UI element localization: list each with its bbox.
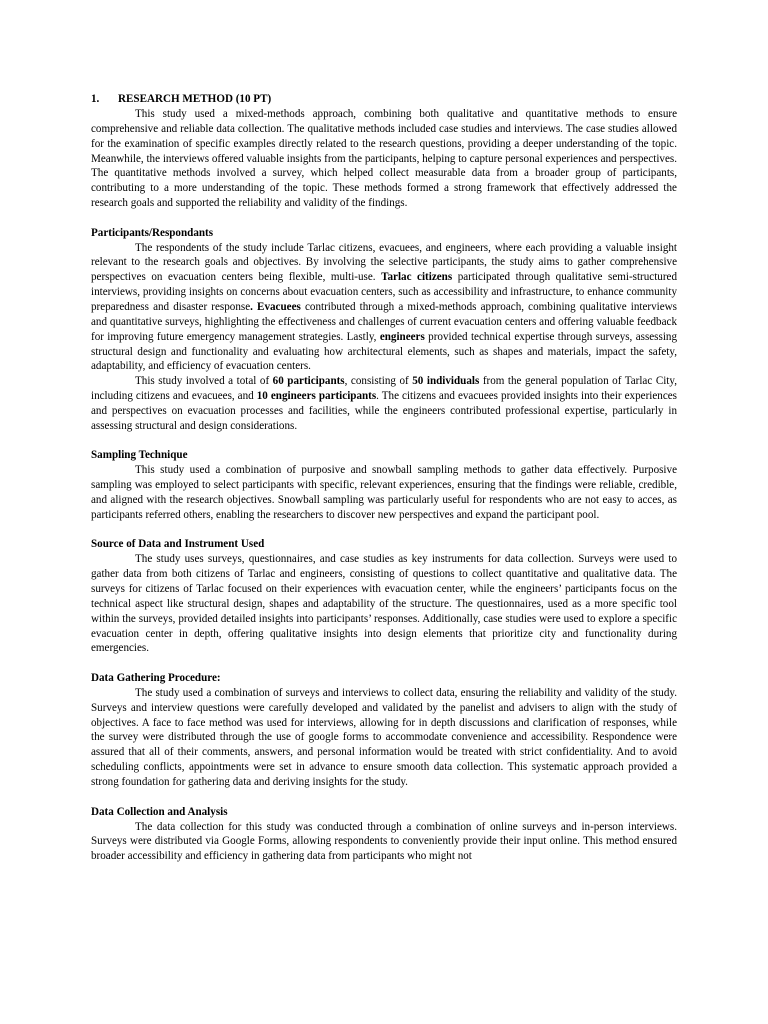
source-paragraph: The study uses surveys, questionnaires, and case studies as key instruments for data collection. Surveys were used to gather data from both citizens of Tarlac and engineers, consisting of questions to collect quantitative and qualitative data. The surveys for citizens of Tarlac focused on their experiences with evacuation center, while the engineers’ participants focus on the technical aspect like structural design, shapes and adaptability of the structure. The questionnaires, used as a more specific tool within the surveys, provided detailed insights into participants’ responses. Additionally, case studies were used to explore a specific evacuation center in depth, offering qualitative insights into design elements that prioritize city and functionality during emergencies. — [91, 553, 677, 655]
section-number: 1. — [91, 93, 100, 105]
intro-paragraph: This study used a mixed-methods approach, combining both qualitative and quantitative methods to ensure comprehensive and reliable data collection. The qualitative methods included case studies and interviews. The case studies allowed for the examination of specific examples directly related to the research questions, providing a deeper understanding of the topic. Meanwhile, the interviews offered valuable insights from the participants, helping to capture personal experiences and perspectives. The quantitative methods involved a survey, which helped collect measurable data from a broader group of participants, contributing to a more understanding of the topic. These methods formed a strong framework that effectively addressed the research goals and supported the reliability and validity of the findings. — [91, 108, 677, 210]
spacer — [91, 434, 677, 449]
participants-paragraph-1 — [91, 241, 677, 375]
sampling-heading: Sampling Technique — [91, 449, 188, 462]
gathering-heading: Data Gathering Procedure: — [91, 672, 221, 685]
bold-run: engineers — [379, 330, 425, 343]
participants-heading: Participants/Respondants — [91, 226, 214, 239]
participants-paragraph-2 — [91, 374, 677, 433]
spacer — [91, 790, 677, 805]
document-page — [91, 92, 677, 864]
bold-run: 50 individuals — [412, 375, 480, 388]
source-section — [91, 537, 677, 656]
spacer — [91, 656, 677, 671]
spacer — [91, 211, 677, 226]
sampling-paragraph: This study used a combination of purposive and snowball sampling methods to gather data effectively. Purposive sampling was employed to select participants with specific, relevant experiences, ensuring that the findings were reliable, credible, and aligned with the research objectives. Snowball sampling was particularly useful for respondents who are not easy to acces, as participants referred others, enabling the researchers to discover new perspectives and expand the participant pool. — [91, 464, 677, 521]
section-title — [91, 92, 677, 107]
gathering-section — [91, 671, 677, 790]
sampling-section — [91, 448, 677, 522]
bold-run: . Evacuees — [250, 300, 301, 313]
participants-section — [91, 226, 677, 434]
gathering-paragraph: The study used a combination of surveys and interviews to collect data, ensuring the reliability and validity of the study. Surveys and interview questions were carefully developed and validated by the panelist and advisers to align with the study of objectives. A face to face method was used for interviews, allowing for in depth discussions and clarification of responses, while the survey were distributed through the use of google forms to accommodate convenience and accessibility. Respondence were assured that all of their comments, answers, and personal information would be treated with strict confidentiality. And to avoid scheduling conflicts, appointments were set in advance to ensure smooth data collection. This systematic approach provided a strong foundation for gathering data and deriving insights for the study. — [91, 686, 677, 788]
text-run: participated through qualitative semi-structured interviews, providing insights on concerns about evacuation centers, such as accessibility and infrastructure, to enhance community preparedness and disaster response — [91, 271, 678, 313]
text-run: The respondents of the study include Tarlac citizens, evacuees, and engineers, where each providing a valuable insight relevant to the research goals and objectives. By involving the selective participants, the study aims to gather comprehensive perspectives on evacuation centers being flexible, multi-use. — [91, 241, 677, 284]
analysis-paragraph: The data collection for this study was conducted through a combination of online surveys and in-person interviews. Surveys were distributed via Google Forms, allowing respondents to conveniently provide their input online. This method ensured broader accessibility and efficiency in gathering data from participants who might not — [91, 820, 677, 863]
section-title-text: RESEARCH METHOD (10 PT) — [118, 93, 272, 105]
bold-run: 60 participants — [272, 375, 345, 388]
text-run: This study involved a total of — [135, 375, 273, 388]
spacer — [91, 523, 677, 538]
text-run: from the general population of Tarlac City, including citizens and evacuees, and — [91, 375, 677, 403]
text-run: . The citizens and evacuees provided insights into their experiences and perspectives on evacuation processes and facilities, while the engineers contributed professional expertise, particularly in assessing structural and design considerations. — [91, 390, 677, 432]
bold-run: 10 engineers participants — [256, 390, 377, 403]
bold-run: Tarlac citizens — [381, 271, 453, 284]
text-run: provided technical expertise through surveys, assessing structural design and functionality and evaluating how architectural elements, such as shapes and materials, impact the safety, adaptability, and efficiency of evacuation centers. — [91, 330, 677, 373]
text-run: , consisting of — [344, 375, 413, 388]
source-heading: Source of Data and Instrument Used — [91, 538, 265, 551]
text-run: contributed through a mixed-methods approach, combining qualitative interviews and quantitative surveys, highlighting the effectiveness and challenges of current evacuation centers and offering valuable feedback for improving future emergency management strategies. Lastly, — [91, 300, 677, 343]
analysis-heading: Data Collection and Analysis — [91, 805, 228, 818]
analysis-section — [91, 805, 677, 864]
